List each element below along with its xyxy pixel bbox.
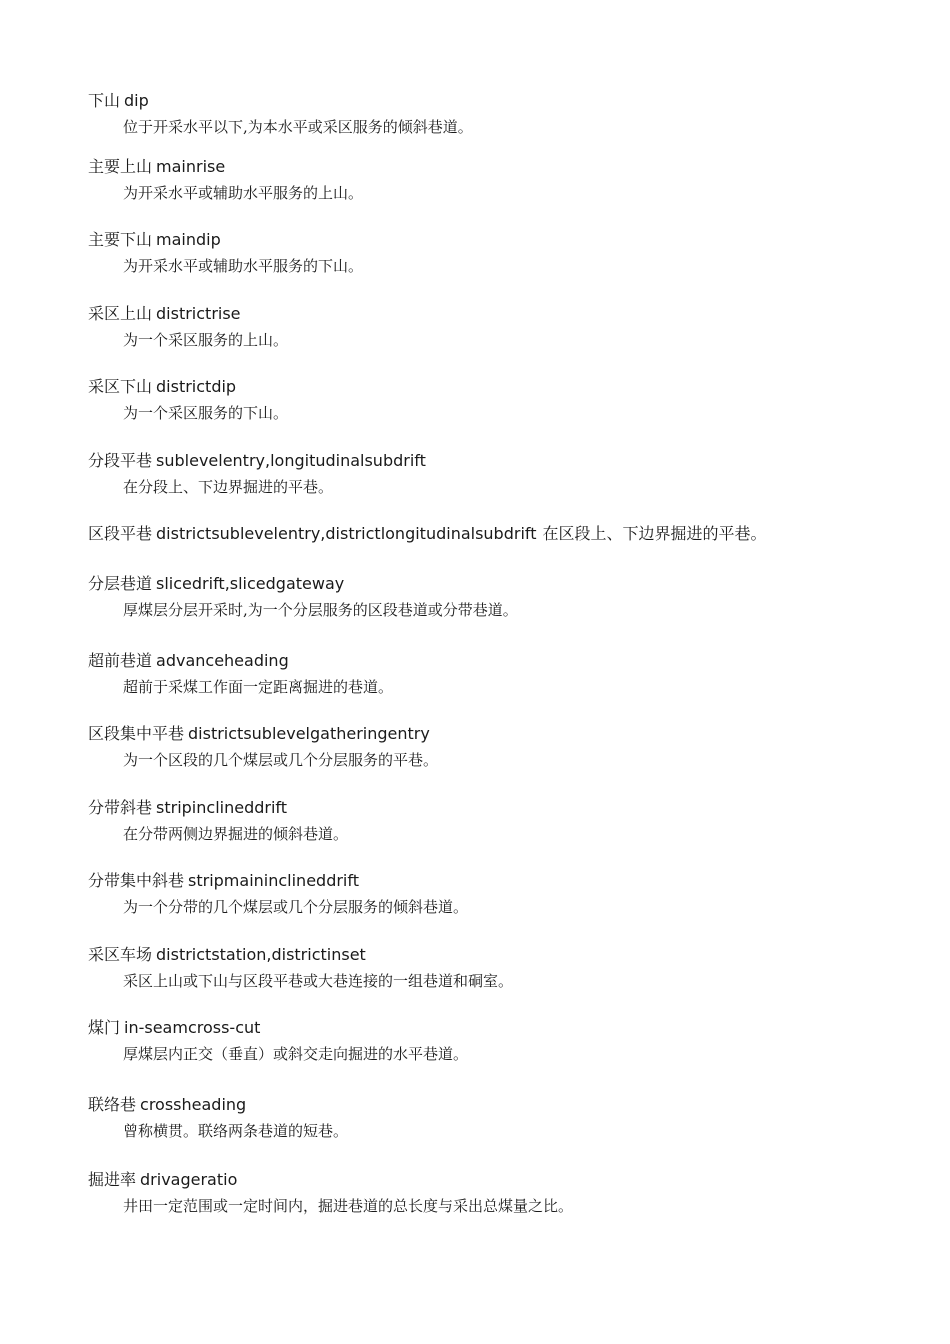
term-english: districtstation,districtinset	[156, 945, 366, 964]
term-english: stripinclineddrift	[156, 798, 288, 817]
term-chinese: 采区下山	[88, 377, 153, 396]
entry-term	[88, 1095, 928, 1115]
glossary-entry-districtdip	[88, 377, 928, 423]
entry-term	[88, 574, 928, 594]
term-english: mainrise	[156, 157, 226, 176]
entry-definition: 位于开采水平以下,为本水平或采区服务的倾斜巷道。	[123, 118, 473, 136]
glossary-entry-districtsublevelgatheringentry	[88, 724, 928, 770]
entry-definition: 曾称横贯。联络两条巷道的短巷。	[123, 1122, 349, 1140]
term-chinese: 主要上山	[88, 157, 153, 176]
entry-term	[88, 230, 928, 250]
entry-definition: 超前于采煤工作面一定距离掘进的巷道。	[123, 678, 394, 696]
entry-term	[88, 304, 928, 324]
term-english: maindip	[156, 230, 221, 249]
term-english: advanceheading	[156, 651, 289, 670]
glossary-entry-districtstation	[88, 945, 928, 991]
term-english: districtrise	[156, 304, 241, 323]
term-chinese: 煤门	[88, 1018, 121, 1037]
entry-term	[88, 651, 928, 671]
glossary-entry-maindip	[88, 230, 928, 276]
term-chinese: 掘进率	[88, 1170, 137, 1189]
entry-term	[88, 724, 928, 744]
term-english: districtsublevelentry,districtlongitudinalsubdrift	[156, 524, 537, 543]
entry-term	[88, 91, 928, 111]
entry-term	[88, 871, 928, 891]
entry-term	[88, 798, 928, 818]
entry-term	[88, 377, 928, 397]
term-english: crossheading	[140, 1095, 247, 1114]
term-chinese: 区段集中平巷	[88, 724, 185, 743]
glossary-entry-sublevelentry	[88, 451, 928, 497]
glossary-entry-drivageratio	[88, 1170, 928, 1216]
entry-definition: 采区上山或下山与区段平巷或大巷连接的一组巷道和硐室。	[123, 972, 514, 990]
entry-definition: 厚煤层分层开采时,为一个分层服务的区段巷道或分带巷道。	[123, 601, 518, 619]
entry-definition: 为一个区段的几个煤层或几个分层服务的平巷。	[123, 751, 439, 769]
term-english: slicedrift,slicedgateway	[156, 574, 345, 593]
glossary-entry-stripmaininclineddrift	[88, 871, 928, 917]
glossary-entry-mainrise	[88, 157, 928, 203]
entry-definition: 为一个分带的几个煤层或几个分层服务的倾斜巷道。	[123, 898, 469, 916]
glossary-entry-stripinclineddrift	[88, 798, 928, 844]
term-chinese: 主要下山	[88, 230, 153, 249]
entry-definition: 为一个采区服务的下山。	[123, 404, 289, 422]
term-english: districtdip	[156, 377, 237, 396]
entry-term	[88, 157, 928, 177]
entry-definition: 在分带两侧边界掘进的倾斜巷道。	[123, 825, 349, 843]
entry-term	[88, 1170, 928, 1190]
term-chinese: 分段平巷	[88, 451, 153, 470]
glossary-entry-districtsublevelentry	[88, 524, 928, 544]
entry-definition: 在分段上、下边界掘进的平巷。	[123, 478, 334, 496]
term-chinese: 分带斜巷	[88, 798, 153, 817]
entry-definition: 为一个采区服务的上山。	[123, 331, 289, 349]
term-english: dip	[124, 91, 149, 110]
entry-term	[88, 524, 928, 544]
entry-definition: 为开采水平或辅助水平服务的下山。	[123, 257, 364, 275]
term-chinese: 区段平巷	[88, 524, 153, 543]
term-english: drivageratio	[140, 1170, 238, 1189]
term-chinese: 采区车场	[88, 945, 153, 964]
entry-term	[88, 451, 928, 471]
term-chinese: 分带集中斜巷	[88, 871, 185, 890]
glossary-entry-in-seamcross-cut	[88, 1018, 928, 1064]
term-chinese: 下山	[88, 91, 121, 110]
entry-definition: 井田一定范围或一定时间内，掘进巷道的总长度与采出总煤量之比。	[123, 1197, 574, 1215]
entry-definition: 厚煤层内正交（垂直）或斜交走向掘进的水平巷道。	[123, 1045, 469, 1063]
term-english: in-seamcross-cut	[124, 1018, 261, 1037]
term-english: sublevelentry,longitudinalsubdrift	[156, 451, 426, 470]
glossary-entry-slicedrift	[88, 574, 928, 620]
entry-definition: 在区段上、下边界掘进的平巷。	[542, 524, 767, 543]
glossary-entry-dip	[88, 91, 928, 137]
glossary-entry-advanceheading	[88, 651, 928, 697]
glossary-entry-crossheading	[88, 1095, 928, 1141]
term-english: districtsublevelgatheringentry	[188, 724, 430, 743]
term-chinese: 分层巷道	[88, 574, 153, 593]
entry-term	[88, 1018, 928, 1038]
term-english: stripmaininclineddrift	[188, 871, 359, 890]
entry-definition: 为开采水平或辅助水平服务的上山。	[123, 184, 364, 202]
term-chinese: 超前巷道	[88, 651, 153, 670]
entry-term	[88, 945, 928, 965]
term-chinese: 采区上山	[88, 304, 153, 323]
glossary-entry-districtrise	[88, 304, 928, 350]
term-chinese: 联络巷	[88, 1095, 137, 1114]
